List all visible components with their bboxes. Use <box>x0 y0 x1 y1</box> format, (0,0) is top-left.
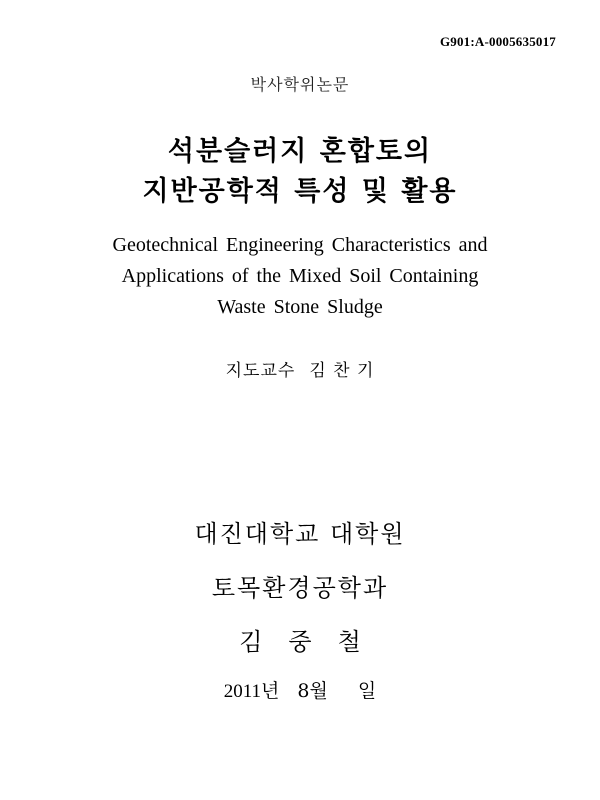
university-name: 대진대학교 대학원 <box>194 520 406 548</box>
author-name-char-1: 김 <box>239 628 263 656</box>
english-title-line-2: Applications of the Mixed Soil Containing <box>121 265 479 287</box>
advisor-name: 김 찬 기 <box>309 361 375 381</box>
korean-title-line-1: 석분슬러지 혼합토의 <box>167 136 433 167</box>
submission-date <box>0 676 600 703</box>
department-name: 토목환경공학과 <box>211 574 389 602</box>
author-name <box>0 622 600 657</box>
english-title <box>0 230 600 323</box>
document-id: G901:A-0005635017 <box>439 34 556 49</box>
korean-title <box>0 132 600 212</box>
english-title-line-1: Geotechnical Engineering Characteristics and <box>112 234 488 256</box>
author-name-char-2: 중 <box>288 628 312 656</box>
date-day: 일 <box>357 680 377 702</box>
advisor <box>0 356 600 381</box>
english-title-line-3: Waste Stone Sludge <box>217 296 383 318</box>
author-name-char-3: 철 <box>337 628 361 656</box>
degree-type: 박사학위논문 <box>250 75 350 94</box>
date-month: 8월 <box>297 680 328 702</box>
korean-title-line-2: 지반공학적 특성 및 활용 <box>142 176 458 207</box>
date-year: 2011년 <box>223 681 280 702</box>
advisor-label: 지도교수 <box>225 361 296 381</box>
